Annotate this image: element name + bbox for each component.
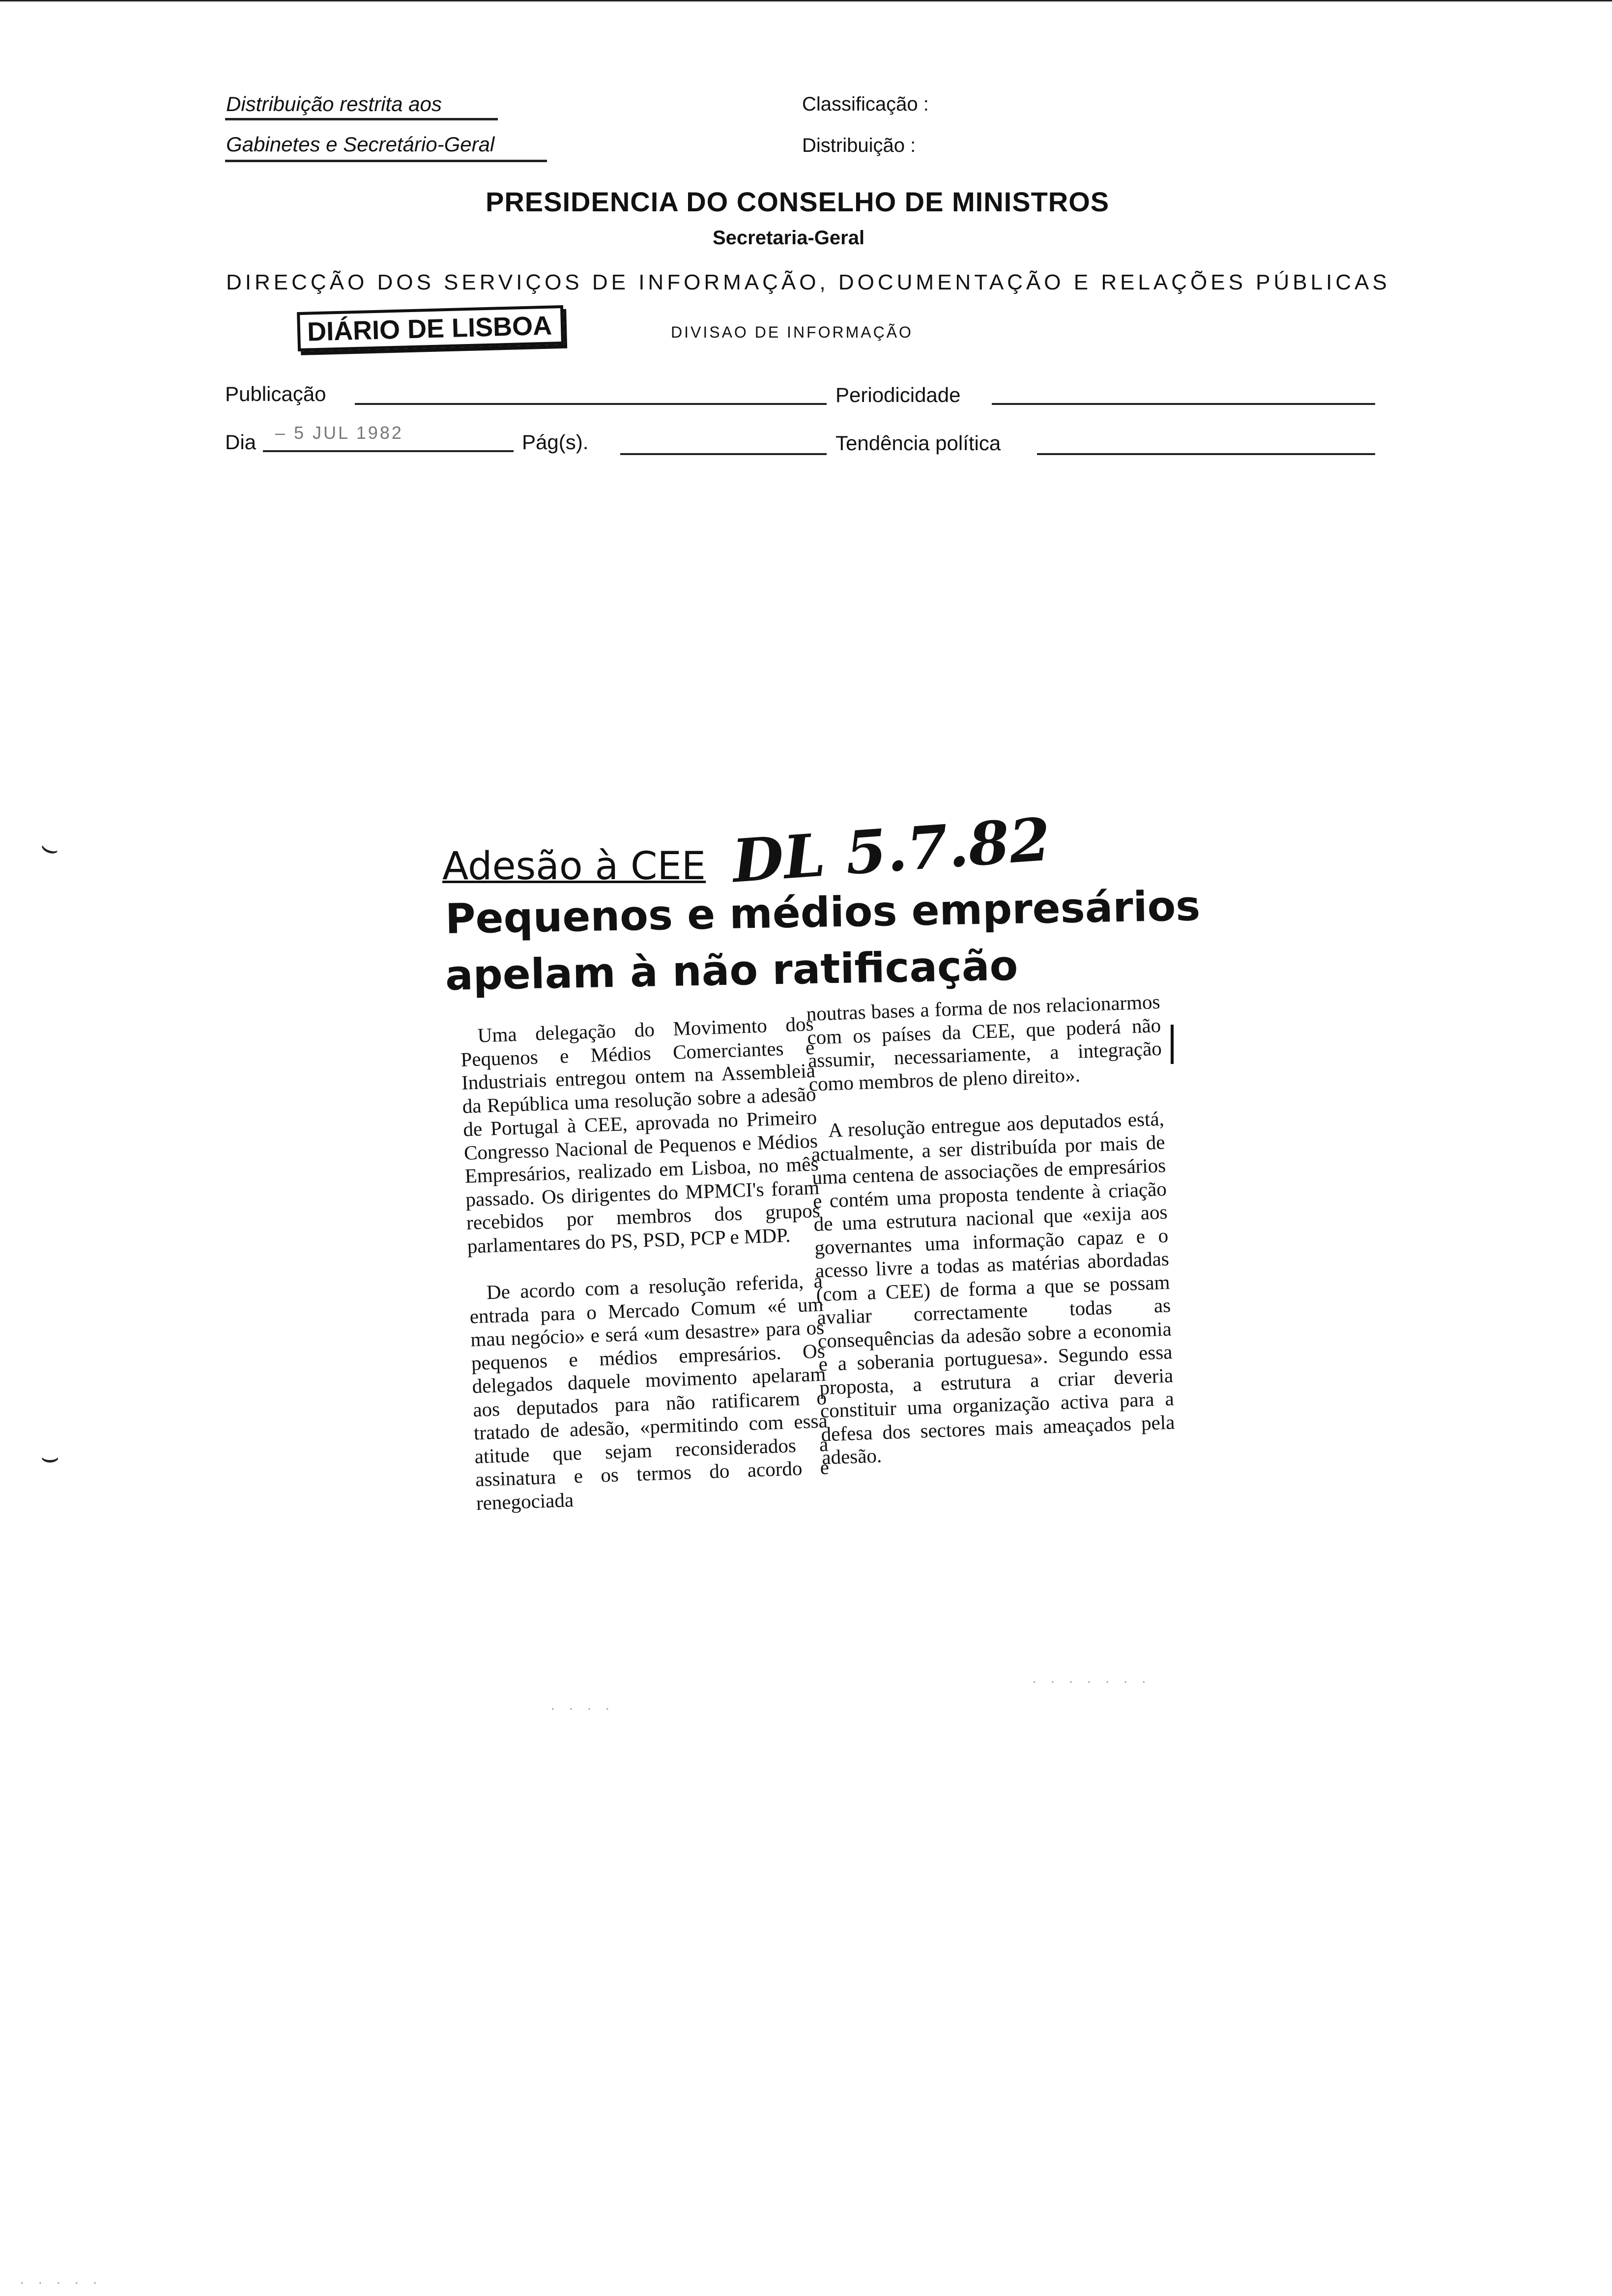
distribuicao-label: Distribuição : <box>802 135 916 156</box>
article-headline-2: apelam à não ratificação <box>445 941 1019 1000</box>
column2-paragraph-2: A resolução entregue aos deputados está, actualmente, a ser distribuída por mais de uma centena de associações de empresários e contém uma proposta tendente à criação de uma estrutura nacional que «exija aos governantes uma informação capaz e o acesso livre a todas as matérias abordadas (com a CEE) de forma a que se possam avaliar correctamente todas as consequências da adesão sobre a economia e a soberania portuguesa». Segundo essa proposta, a estrutura a criar deveria constituir uma organização activa para a defesa dos sectores mais ameaçados pela adesão. <box>810 1107 1176 1469</box>
institution-subtitle: Secretaria-Geral <box>713 227 865 249</box>
dia-stamp-value: – 5 JUL 1982 <box>275 423 403 443</box>
margin-bar-right <box>1171 1025 1174 1064</box>
division-label: DIVISAO DE INFORMAÇÃO <box>671 323 913 341</box>
margin-mark-lower: ⌣ <box>40 1440 60 1473</box>
article-column-2 <box>806 990 1176 1469</box>
classificacao-label: Classificação : <box>802 93 929 115</box>
pags-line <box>620 453 827 455</box>
periodicidade-label: Periodicidade <box>835 383 961 406</box>
dia-label: Dia <box>225 430 257 454</box>
margin-mark-upper: ⌣ <box>35 829 65 866</box>
publicacao-label: Publicação <box>225 382 326 405</box>
scan-top-edge <box>0 0 1612 1</box>
newspaper-stamp: DIÁRIO DE LISBOA <box>297 305 564 351</box>
dia-line <box>263 450 514 452</box>
distribution-line-2: Gabinetes e Secretário-Geral <box>226 133 495 156</box>
column1-paragraph-1: Uma delegação do Movimento dos Pequenos e Médios Comerciantes e Industriais entregou ontem na Assembleia da República uma resolução sobre a adesão de Portugal à CEE, aprovada no Primeiro Congresso Nacional de Pequenos e Médios Empresários, realizado em Lisboa, no mês passado. Os dirigentes do MPMCI's foram recebidos por membros dos grupos parlamentares do PS, PSD, PCP e MDP. <box>460 1012 821 1258</box>
scan-specks-2: · · · · <box>550 1700 615 1716</box>
column2-paragraph-1: noutras bases a forma de nos relacionarmos com os países da CEE, que poderá não assumir, necessariamente, a integração como membros de pleno direito». <box>806 990 1162 1095</box>
scan-specks-1: · · · · · · · <box>1032 1673 1151 1689</box>
scan-specks-bottom: · · · · · <box>20 2274 102 2290</box>
distribution-underline-1 <box>225 118 498 120</box>
article-headline-1: Pequenos e médios empresários <box>445 882 1201 943</box>
article-column-1 <box>460 1012 830 1515</box>
pags-label: Pág(s). <box>522 430 589 454</box>
column1-paragraph-2: De acordo com a resolução referida, a entrada para o Mercado Comum «é um mau negócio» e será «um desastre» para os pequenos e médios empresários. Os delegados daquele movimento apelaram aos deputados para não ratificarem o tratado de adesão, «permitindo com essa atitude que sejam reconsiderados a assinatura e os termos do acordo e renegociada <box>469 1269 830 1514</box>
department-name: DIRECÇÃO DOS SERVIÇOS DE INFORMAÇÃO, DOCUMENTAÇÃO E RELAÇÕES PÚBLICAS <box>226 270 1390 294</box>
tendencia-label: Tendência política <box>835 431 1001 455</box>
periodicidade-line <box>992 403 1375 405</box>
distribution-underline-2 <box>225 160 547 162</box>
distribution-line-1: Distribuição restrita aos <box>226 92 442 115</box>
institution-title: PRESIDENCIA DO CONSELHO DE MINISTROS <box>486 186 1110 217</box>
article-kicker: Adesão à CEE <box>442 844 706 889</box>
tendencia-line <box>1037 453 1375 455</box>
publicacao-line <box>355 403 827 405</box>
handwritten-date-note: DL 5.7.82 <box>730 804 1053 896</box>
